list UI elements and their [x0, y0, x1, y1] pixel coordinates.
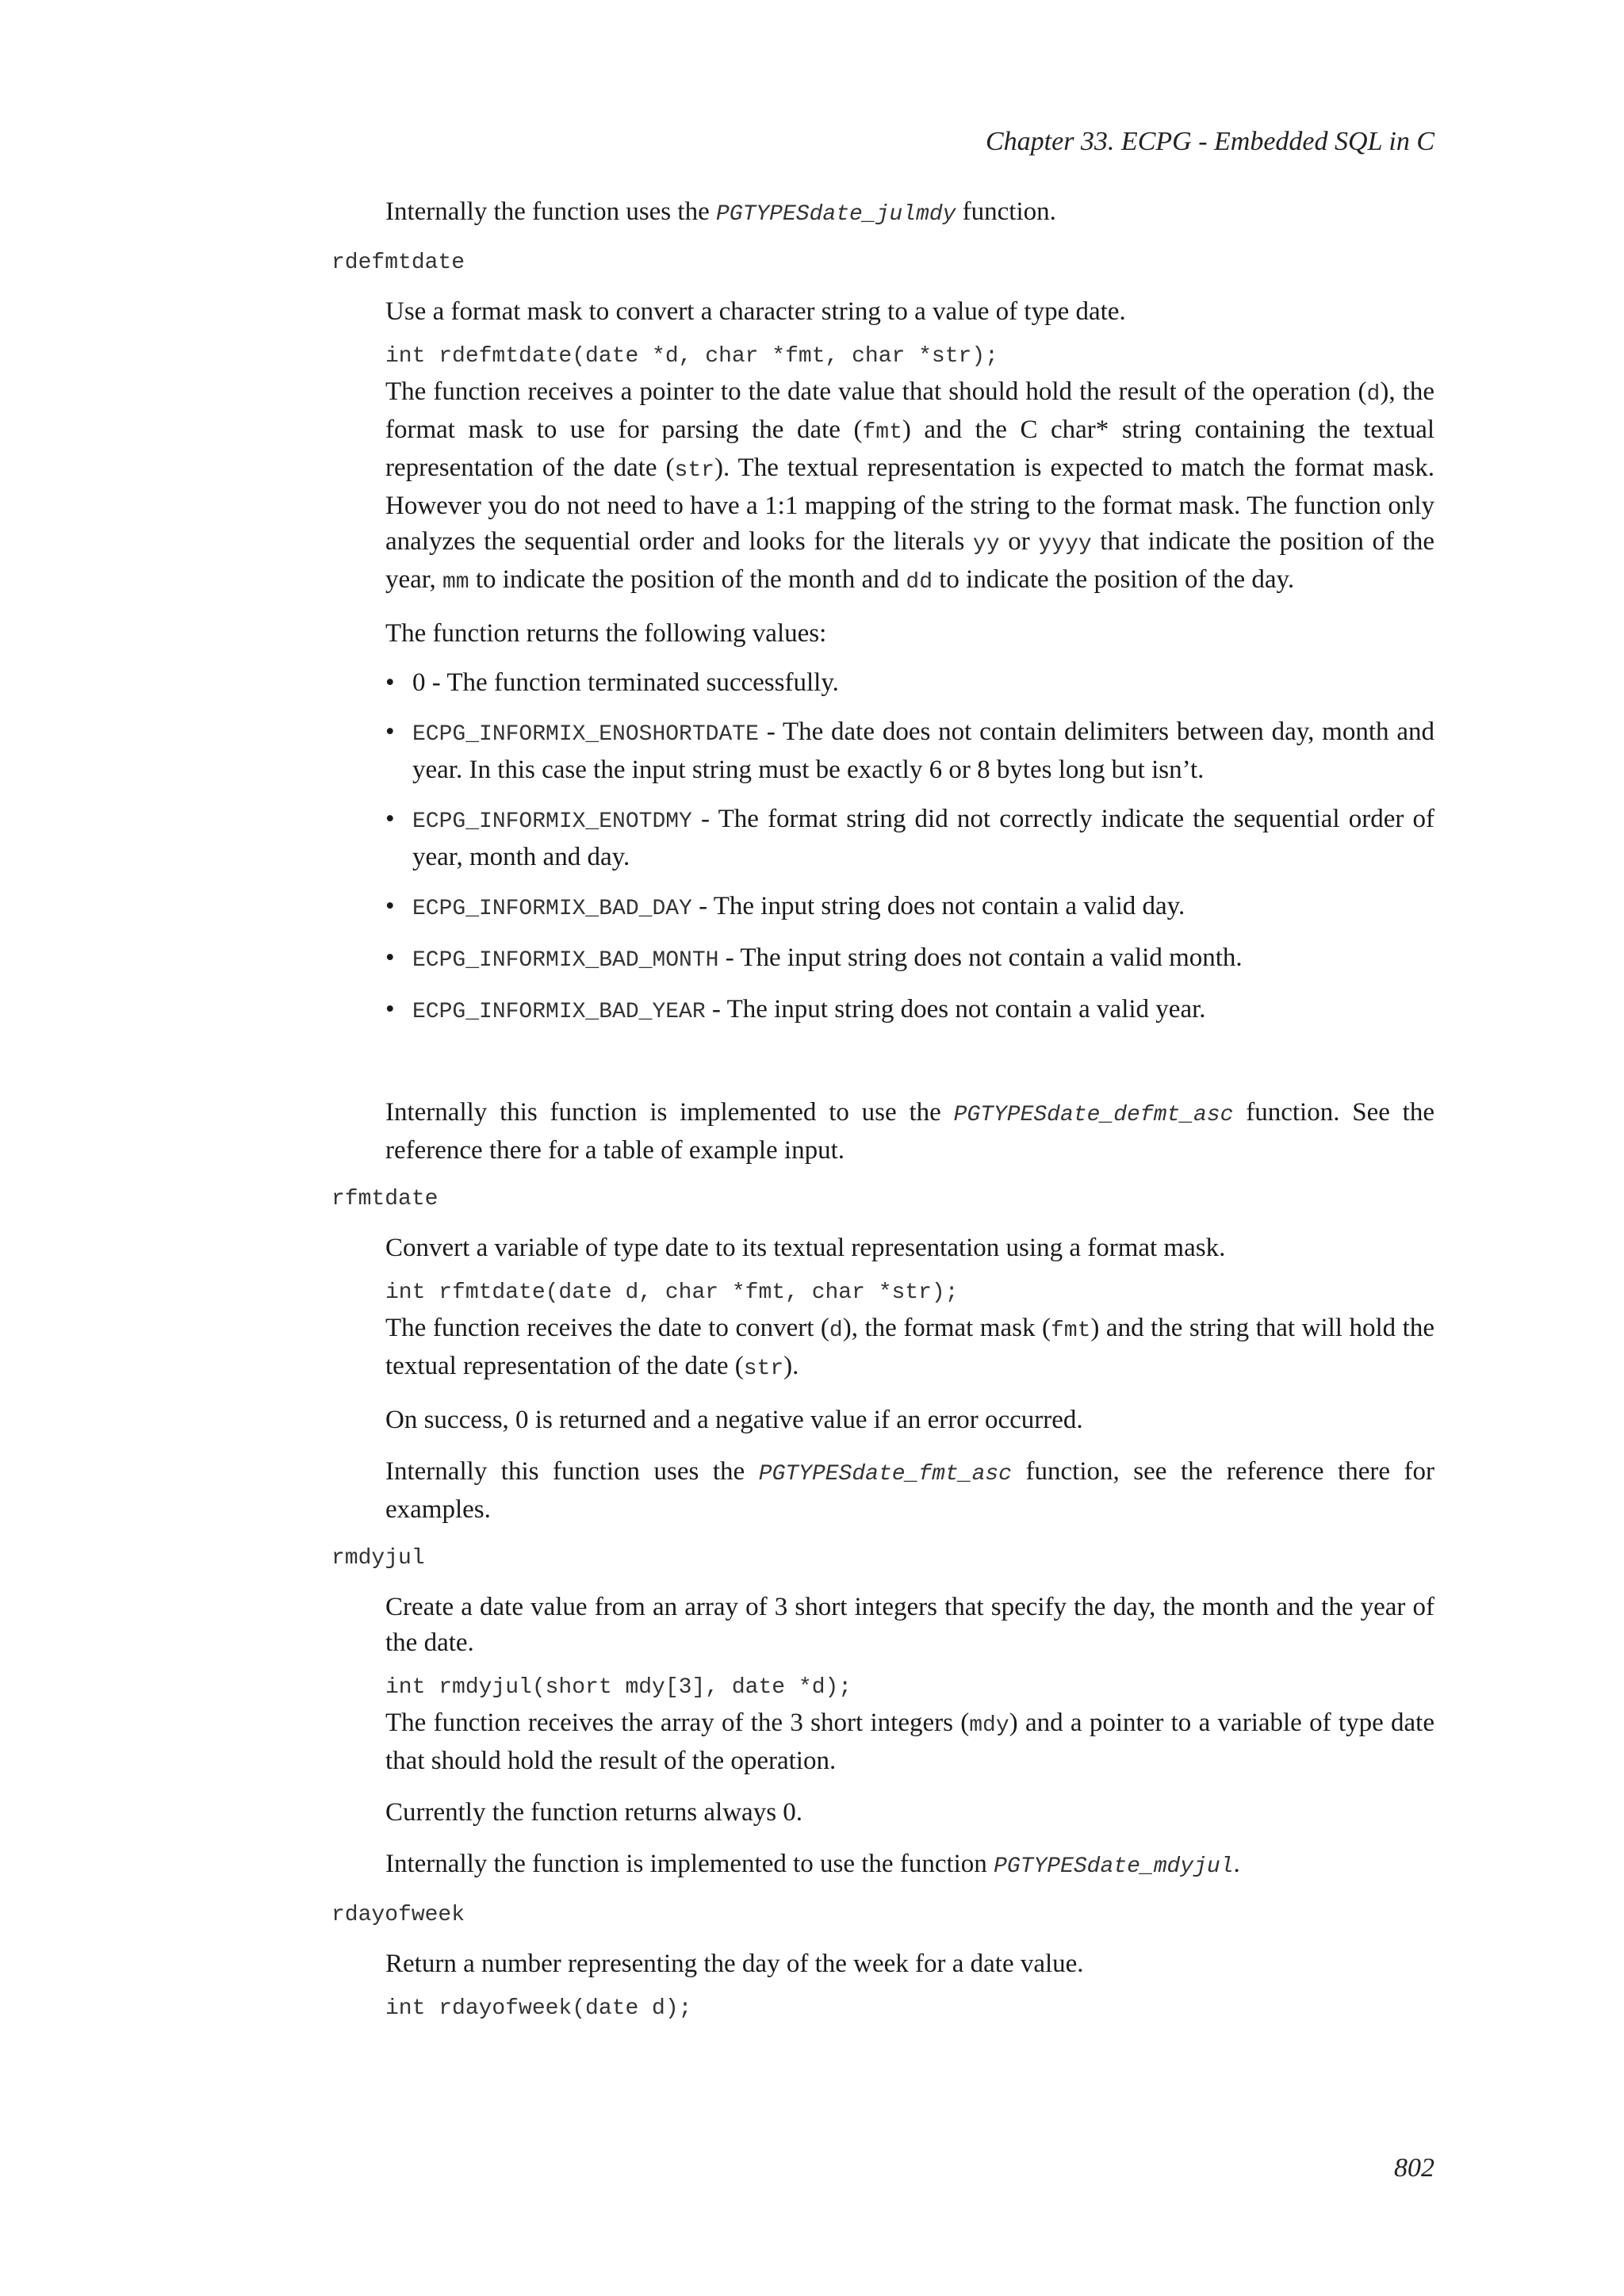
description-paragraph: The function receives a pointer to the date value that should hold the result of the operation (d), the format mask to use for parsing the date (fmt) and the C char* string containing the textual representation of the date (str). The textual representation is expected to match the format mask. However you do not need to have a 1:1 mapping of the string to the format mask. The function only analyzes the sequential order and looks for the literals yy or yyyy that indicate the position of the year, mm to indicate the position of the month and dd to indicate the position of the day.	[385, 377, 1435, 595]
inline-code: yyyy	[1038, 532, 1092, 557]
return-values-list	[385, 665, 1434, 1030]
function-reference: PGTYPESdate_defmt_asc	[953, 1103, 1234, 1127]
error-code: ECPG_INFORMIX_BAD_DAY	[412, 897, 692, 921]
implementation-note: Internally the function is implemented to use the function PGTYPESdate_mdyjul.	[385, 1850, 1240, 1879]
function-signature: int rdayofweek(date d);	[385, 1996, 692, 2021]
summary: Convert a variable of type date to its textual representation using a format mask.	[385, 1234, 1226, 1262]
error-code: ECPG_INFORMIX_ENOSHORTDATE	[412, 722, 759, 747]
bullet-icon: •	[385, 995, 395, 1024]
bullet-icon: •	[385, 892, 395, 920]
inline-code: str	[743, 1357, 784, 1381]
running-header: Chapter 33. ECPG - Embedded SQL in C	[985, 127, 1434, 156]
term-rdefmtdate: rdefmtdate	[331, 251, 465, 275]
description-paragraph: The function receives the date to convert (d), the format mask (fmt) and the string that will hold the textual representation of the date (str).	[385, 1314, 1434, 1381]
function-signature: int rmdyjul(short mdy[3], date *d);	[385, 1675, 852, 1700]
bullet-icon: •	[385, 805, 395, 833]
summary: Return a number representing the day of the week for a date value.	[385, 1950, 1084, 1978]
entry-rmdyjul	[385, 1590, 1434, 1885]
inline-code: fmt	[1050, 1318, 1091, 1343]
inline-code: str	[674, 458, 714, 483]
function-reference: PGTYPESdate_julmdy	[715, 202, 956, 227]
list-item: • 0 - The function terminated successfully.	[385, 665, 1434, 701]
implementation-note: Internally this function uses the PGTYPESdate_fmt_asc function, see the reference there for examples.	[385, 1457, 1434, 1524]
term-rdayofweek: rdayofweek	[331, 1903, 465, 1927]
term-rmdyjul: rmdyjul	[331, 1546, 425, 1571]
error-code: ECPG_INFORMIX_BAD_MONTH	[412, 948, 719, 973]
term-rfmtdate: rfmtdate	[331, 1187, 439, 1211]
function-reference: PGTYPESdate_fmt_asc	[758, 1462, 1012, 1487]
list-item: • ECPG_INFORMIX_ENOTDMY - The format string did not correctly indicate the sequential order of year, month and day.	[385, 802, 1434, 875]
error-code: ECPG_INFORMIX_ENOTDMY	[412, 809, 692, 834]
error-code: ECPG_INFORMIX_BAD_YEAR	[412, 1000, 706, 1024]
entry-rdayofweek	[385, 1946, 1434, 2026]
description-paragraph: The function receives the array of the 3 short integers (mdy) and a pointer to a variable of type date that should hold the result of the operation.	[385, 1709, 1435, 1775]
inline-code: d	[1366, 382, 1381, 407]
summary: Create a date value from an array of 3 short integers that specify the day, the month and the year of the date.	[385, 1593, 1434, 1657]
page-content	[331, 194, 1434, 2026]
bullet-icon: •	[385, 718, 395, 746]
list-item: • ECPG_INFORMIX_ENOSHORTDATE - The date does not contain delimiters between day, month and year. In this case the input string must be exactly 6 or 8 bytes long but isn’t.	[385, 714, 1434, 788]
success-note: On success, 0 is returned and a negative value if an error occurred.	[385, 1406, 1083, 1434]
inline-code: mm	[442, 570, 469, 595]
inline-code: yy	[973, 532, 1000, 557]
list-item: • ECPG_INFORMIX_BAD_DAY - The input string does not contain a valid day.	[385, 889, 1434, 927]
inline-code: fmt	[862, 420, 902, 445]
list-item: • ECPG_INFORMIX_BAD_MONTH - The input string does not contain a valid month.	[385, 940, 1434, 978]
bullet-icon: •	[385, 943, 395, 972]
summary: Use a format mask to convert a character string to a value of type date.	[385, 297, 1126, 326]
inline-code: dd	[906, 570, 933, 595]
list-item: • ECPG_INFORMIX_BAD_YEAR - The input string does not contain a valid year.	[385, 992, 1434, 1030]
returns-note: Currently the function returns always 0.	[385, 1798, 803, 1827]
entry-rdefmtdate	[385, 294, 1434, 1169]
function-reference: PGTYPESdate_mdyjul	[994, 1854, 1234, 1879]
intro-text-end: function.	[956, 197, 1056, 226]
function-signature: int rdefmtdate(date *d, char *fmt, char *str);	[385, 344, 998, 369]
entry-rfmtdate	[385, 1230, 1434, 1528]
intro-entry	[385, 194, 1434, 232]
bullet-icon: •	[385, 668, 395, 697]
inline-code: mdy	[969, 1713, 1009, 1738]
inline-code: d	[829, 1318, 843, 1343]
function-signature: int rfmtdate(date d, char *fmt, char *str);	[385, 1280, 959, 1305]
page-number: 802	[1394, 2153, 1434, 2183]
implementation-note: Internally this function is implemented to use the PGTYPESdate_defmt_asc function. See the reference there for a table of example input.	[385, 1098, 1434, 1165]
intro-paragraph	[385, 194, 1434, 232]
returns-intro: The function returns the following values:	[385, 619, 827, 648]
intro-text: Internally the function uses the	[385, 197, 716, 226]
